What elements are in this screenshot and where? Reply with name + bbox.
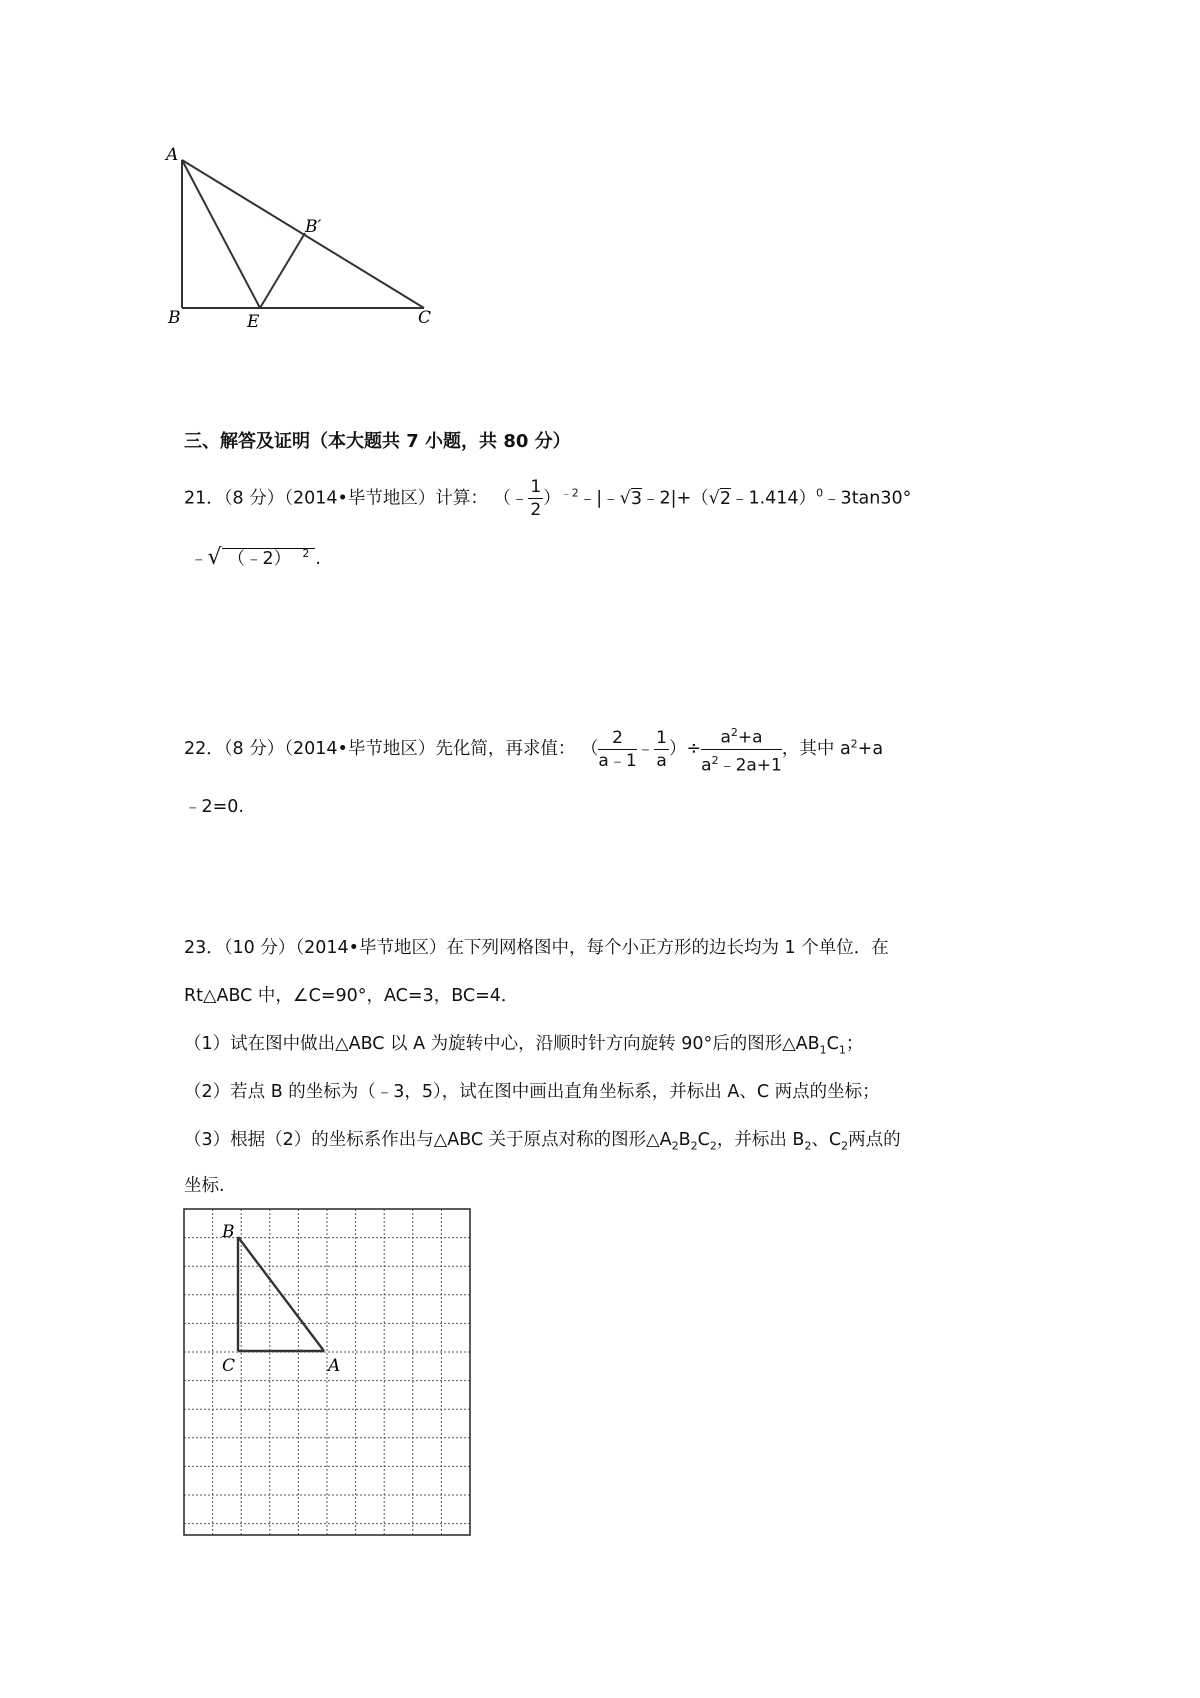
question-23-part3: （3）根据（2）的坐标系作出与△ABC 关于原点对称的图形$\triangle A_2B_2C_2$，并标出 $B_2$、$C_2$两点的: [184, 1130, 901, 1153]
q21-meta: （8 分）（2014•毕节地区）计算：: [223, 488, 488, 509]
question-23-line1: 23．（10 分）（2014•毕节地区）在下列网格图中，每个小正方形的边长均为 1 个单位．在: [184, 938, 889, 958]
question-21-line1: 21．（8 分）（2014•毕节地区）计算： （﹣ $\frac{1}{2}$ ）$^{﹣2}$﹣|﹣√3﹣2|+（√2﹣1.414）$^0$﹣3tan30°: [184, 477, 912, 520]
segment-ab: [238, 1237, 324, 1351]
triangle-figure: [160, 140, 460, 355]
segment-ae: [182, 160, 260, 308]
label-e: E: [247, 312, 260, 332]
segment-eb-prime: [260, 233, 305, 308]
sqrt-3: √3: [619, 488, 642, 509]
sqrt-radical: √: [207, 544, 222, 570]
question-23-line-end: 坐标.: [184, 1176, 225, 1196]
q21-number: 21．: [184, 488, 224, 509]
q22-fraction-3: $\frac{a^2+a}{a^2﹣2a+1}$: [701, 722, 782, 776]
section-heading: 三、解答及证明（本大题共 7 小题，共 80 分）: [184, 431, 571, 452]
segment-ac: [182, 160, 424, 308]
question-23-part1: （1）试在图中做出△ABC 以 A 为旋转中心，沿顺时针方向旋转 90°后的图形$\triangle AB_1C_1$；: [184, 1034, 864, 1057]
label-a: A: [166, 145, 179, 165]
sqrt-2: √2: [708, 488, 731, 509]
q22-fraction-2: $\frac{1}{a}$: [656, 727, 667, 771]
q21-exponent: ﹣2: [560, 486, 579, 500]
grid-label-c: C: [222, 1356, 236, 1376]
question-23-line2: Rt△ABC 中，∠C=90°，AC=3，BC=4．: [184, 986, 519, 1006]
grid-figure: [180, 1205, 480, 1545]
grid-label-a: A: [328, 1356, 341, 1376]
question-22-line2: ﹣2=0.: [184, 797, 244, 817]
question-21-line2: ﹣√ （﹣2） $^2$ .: [190, 544, 321, 570]
q21-fraction: $\frac{1}{2}$: [530, 477, 542, 520]
question-23-part2: （2）若点 B 的坐标为（﹣3，5），试在图中画出直角坐标系，并标出 A、C 两点的坐标；: [184, 1082, 880, 1102]
question-22-line1: 22．（8 分）（2014•毕节地区）先化简，再求值： （ $\frac{2}{a﹣1}$ ﹣ $\frac{1}{a}$ ）÷ $\frac{a^2+a}{a^2﹣2a+1}$ ，其中 $a^2+a$: [184, 722, 883, 776]
grid-label-b: B: [222, 1222, 235, 1242]
q21-open-paren: （﹣: [493, 488, 529, 509]
label-c: C: [418, 308, 432, 328]
label-b-prime: B′: [305, 217, 322, 237]
q22-fraction-1: $\frac{2}{a﹣1}$: [598, 727, 637, 771]
label-b: B: [168, 308, 181, 328]
